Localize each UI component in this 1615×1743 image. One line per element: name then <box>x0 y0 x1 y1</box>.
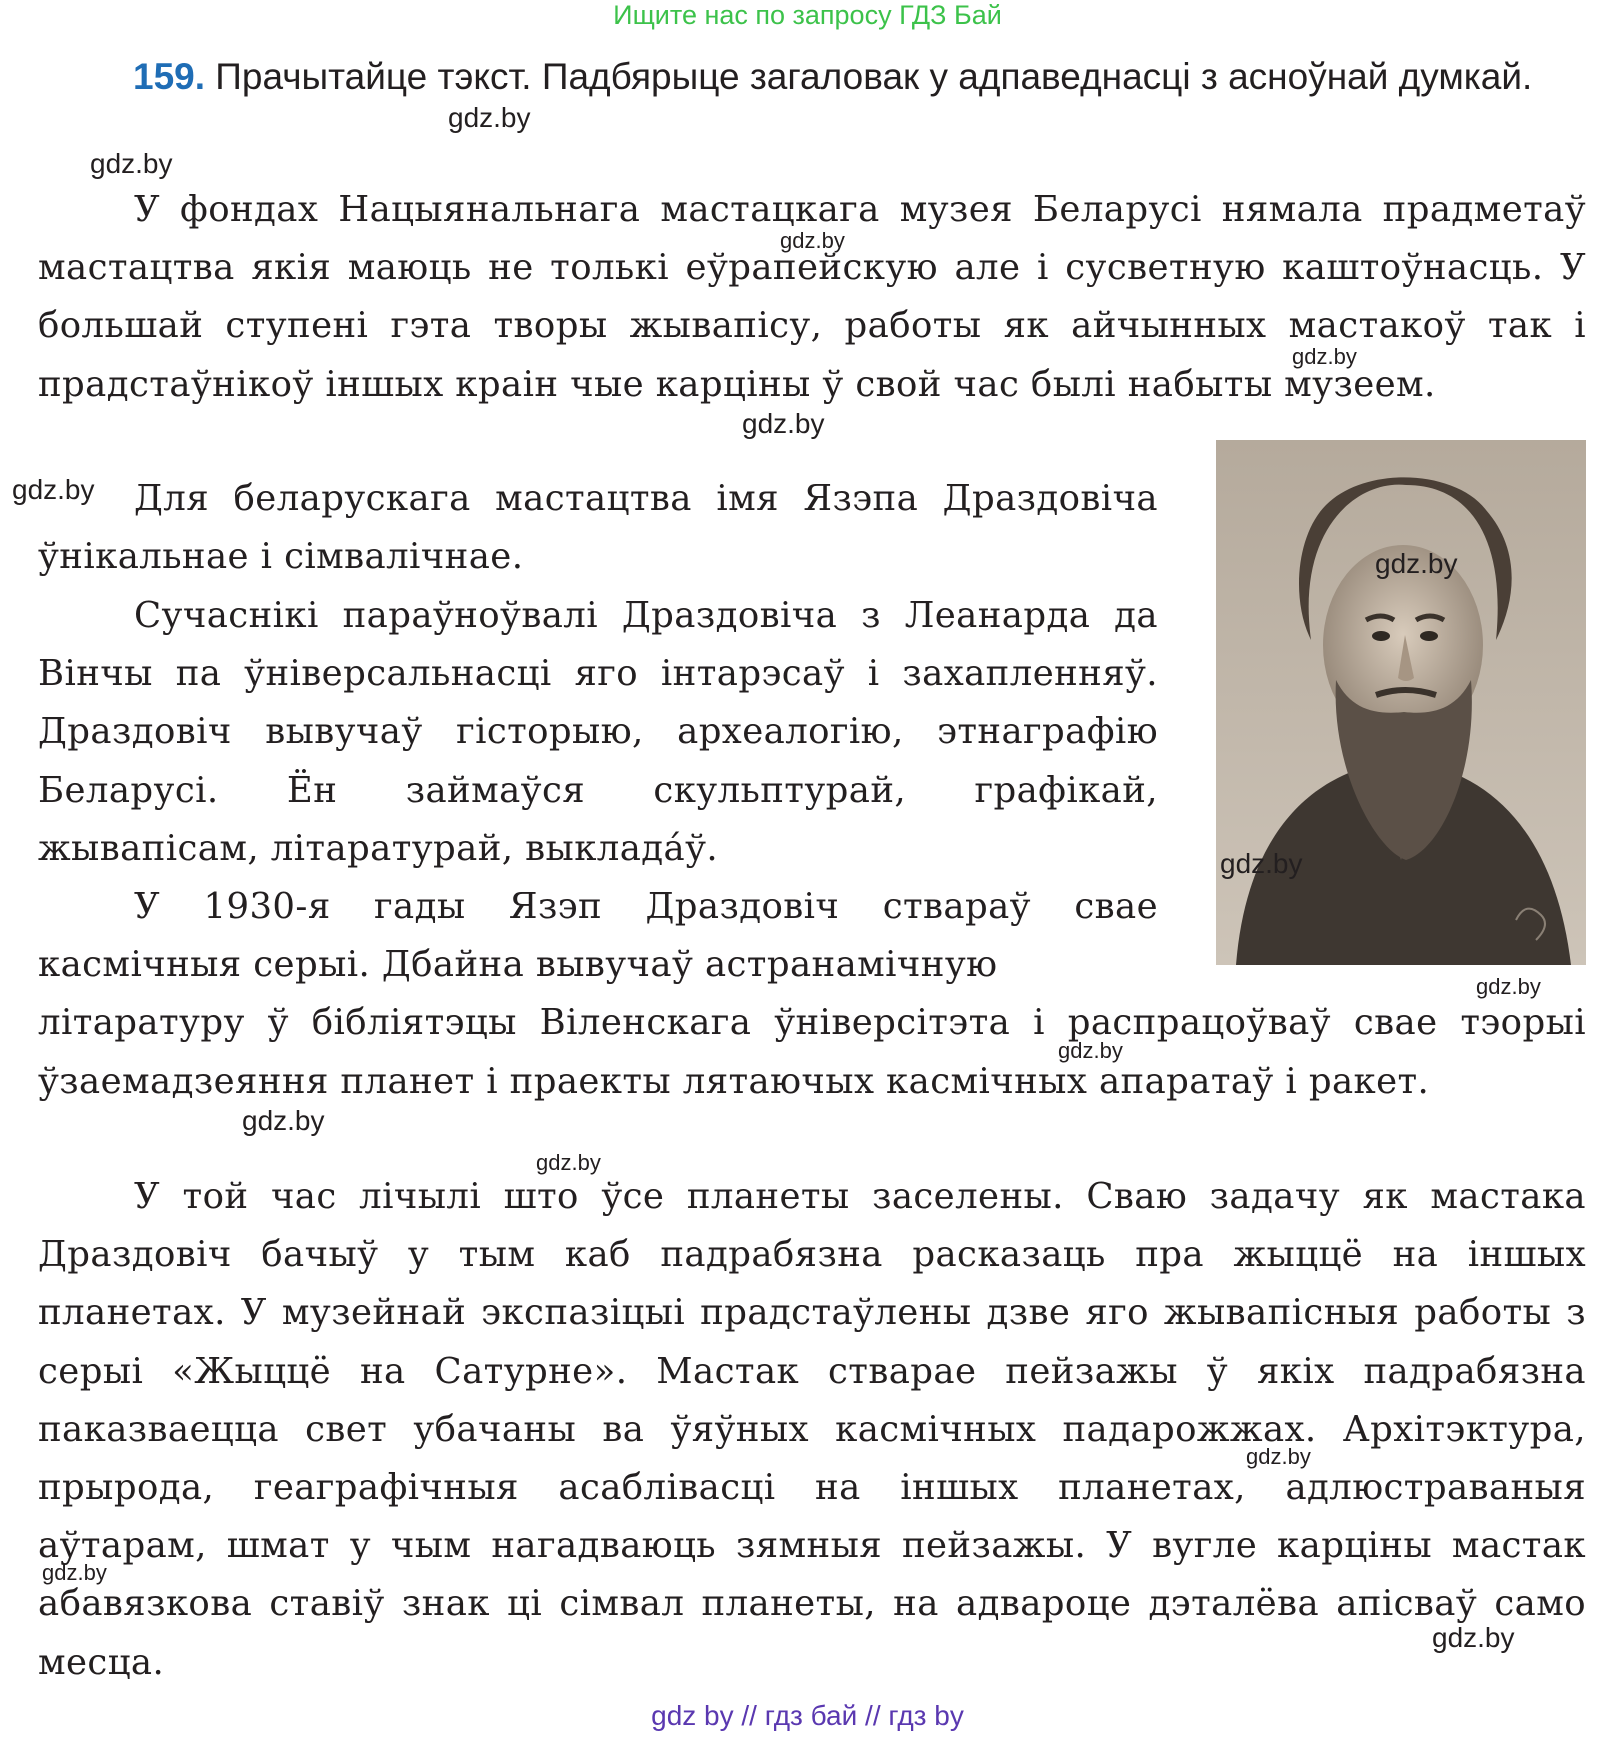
paragraph-3: Сучаснікі параўноўвалі Драздовіча з Леанарда да Вінчы па ўніверсальнасці яго інтарэсаў і захапленняў. Драздовіч вывучаў гісторыю, археалогію, этнаграфію Беларусі. Ён займаўся скульптурай, графікай, жывапісам, літаратурай, выкладáў. <box>38 595 1158 869</box>
paragraph-4-end: літаратуру ў бібліятэцы Віленскага ўніверсітэта і распрацоўваў свае тэорыі ўзаемадзеяння планет і праекты лятаючых касмічных апаратаў і ракет. <box>38 1002 1586 1102</box>
watermark: gdz.by <box>1292 344 1357 369</box>
task-heading <box>38 52 1586 102</box>
watermark: gdz.by <box>1476 974 1541 999</box>
paragraph-4-start: У 1930-я гады Язэп Драздовіч стварaў свае касмічныя серыі. Дбайна вывучаў астранамічную <box>38 886 1158 986</box>
watermark: gdz.by <box>780 228 845 253</box>
watermark: gdz.by <box>242 1105 325 1136</box>
paragraph-1: У фондах Нацыянальнага мастацкага музея Беларусі нямала прадметаў мастацтва якія маюць не толькі еўрапейскую але і сусветную каштоўнасць. У большай ступені гэта творы жывапісу, работы як айчынных мастакоў так і прадстаўнікоў іншых краін чые карціны ў свой час былі набыты музеем. <box>38 189 1586 405</box>
watermark: gdz.by <box>1246 1444 1311 1469</box>
paragraph-5: У той час лічылі што ўсе планеты заселены. Сваю задачу як мастака Драздовіч бачыў у тым каб падрабязна расказаць пра жыццё на іншых планетах. У музейнай экспазіцыі прадстаўлены дзве яго жывапісныя работы з серыі «Жыццё на Сатурне». Мастак стварае пейзажы ў якіх падрабязна паказваецца свет убачаны ва ўяўных касмічных падарожжах. Архітэктура, прырода, геаграфічныя асаблівасці на іншых планетах, адлюстраваныя аўтарам, шмат у чым нагадваюць зямныя пейзажы. У вугле карціны мастак абавязкова ставіў знак ці сімвал планеты, на адвароце дэталёва апісваў само месца. <box>38 1176 1586 1683</box>
watermark: gdz.by <box>12 474 95 505</box>
watermark: gdz.by <box>42 1560 107 1585</box>
watermark: gdz.by <box>1220 848 1303 879</box>
portrait-photo <box>1216 440 1586 965</box>
task-instruction: Прачытайце тэкст. Падбярыце загаловак у адпаведнасці з асноўнай думкай. <box>215 56 1533 97</box>
watermark: gdz.by <box>1375 548 1458 579</box>
paragraph-2: Для беларускага мастацтва імя Язэпа Драздовіча ўнікальнае і сімвалічнае. <box>38 478 1158 578</box>
watermark: gdz.by <box>448 102 531 133</box>
watermark: gdz.by <box>90 148 173 179</box>
task-number: 159. <box>133 56 206 97</box>
top-banner[interactable]: Ищите нас по запросу ГДЗ Бай <box>613 0 1002 30</box>
watermark: gdz.by <box>536 1150 601 1175</box>
portrait-illustration <box>1216 440 1586 965</box>
watermark: gdz.by <box>1058 1038 1123 1063</box>
watermark: gdz.by <box>1432 1622 1515 1653</box>
watermark: gdz.by <box>742 408 825 439</box>
bottom-banner[interactable]: gdz by // гдз бай // гдз by <box>651 1700 964 1731</box>
